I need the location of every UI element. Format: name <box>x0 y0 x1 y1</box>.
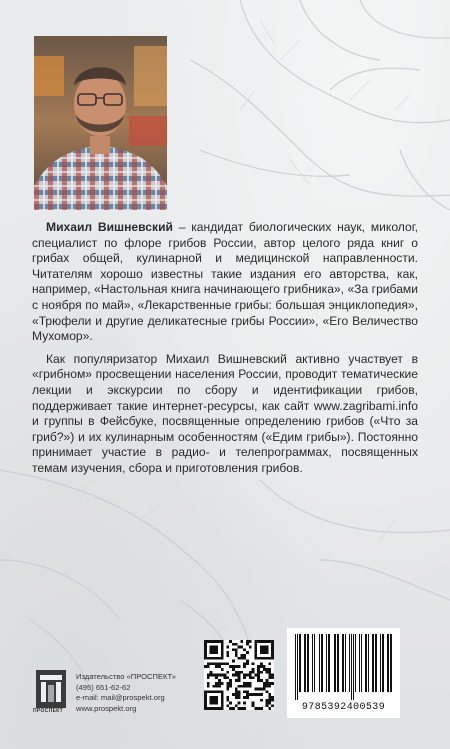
publisher-phone: (495) 651-62-62 <box>76 682 131 692</box>
publisher-website: www.prospekt.org <box>76 703 137 713</box>
bio-paragraph-1-text: – кандидат биологических наук, миколог, специалист по флоре грибов России, автор целого ряда книг о грибах общей, кулинарной и медицинской направленности. Читателям хорошо известны такие издания его авторства, как, например, «Настольная книга начинающего грибника», «За грибами с ноября по май», «Лекарственные грибы: большая энциклопедия», «Трюфели и другие деликатесные грибы России», «Его Величество Мухомор». <box>32 220 418 344</box>
bio-paragraph-1 <box>32 220 418 345</box>
prospekt-logo-icon <box>36 670 66 708</box>
publisher-name: Издательство «ПРОСПЕКТ» <box>76 672 177 681</box>
isbn-number: 9785392400539 <box>301 702 386 713</box>
author-biography <box>32 220 418 477</box>
publisher-email: e-mail: mail@prospekt.org <box>76 693 165 703</box>
bio-paragraph-2: Как популяризатор Михаил Вишневский активно участвует в «грибном» просвещении населения России, проводит тематические лекции и экскурсии по сбору и идентификации грибов, поддерживает такие интернет-ресурсы, как сайт www.zagribami.info и группы в Фейсбуке, посвященные определению грибов («Что за гриб?») и их кулинарным особенностям («Едим грибы»). Постоянно принимает участие в радио- и телепрограммах, посвященных темам изучения, сбора и приготовления грибов. <box>32 351 418 475</box>
publisher-logo-text: ПРОСПЕКТ <box>33 708 63 714</box>
author-name: Михаил Вишневский <box>46 220 173 234</box>
barcode-bars <box>293 634 394 700</box>
qr-code <box>204 640 274 710</box>
isbn-barcode <box>287 628 400 718</box>
publisher-info <box>76 672 176 714</box>
author-photo <box>34 36 167 210</box>
